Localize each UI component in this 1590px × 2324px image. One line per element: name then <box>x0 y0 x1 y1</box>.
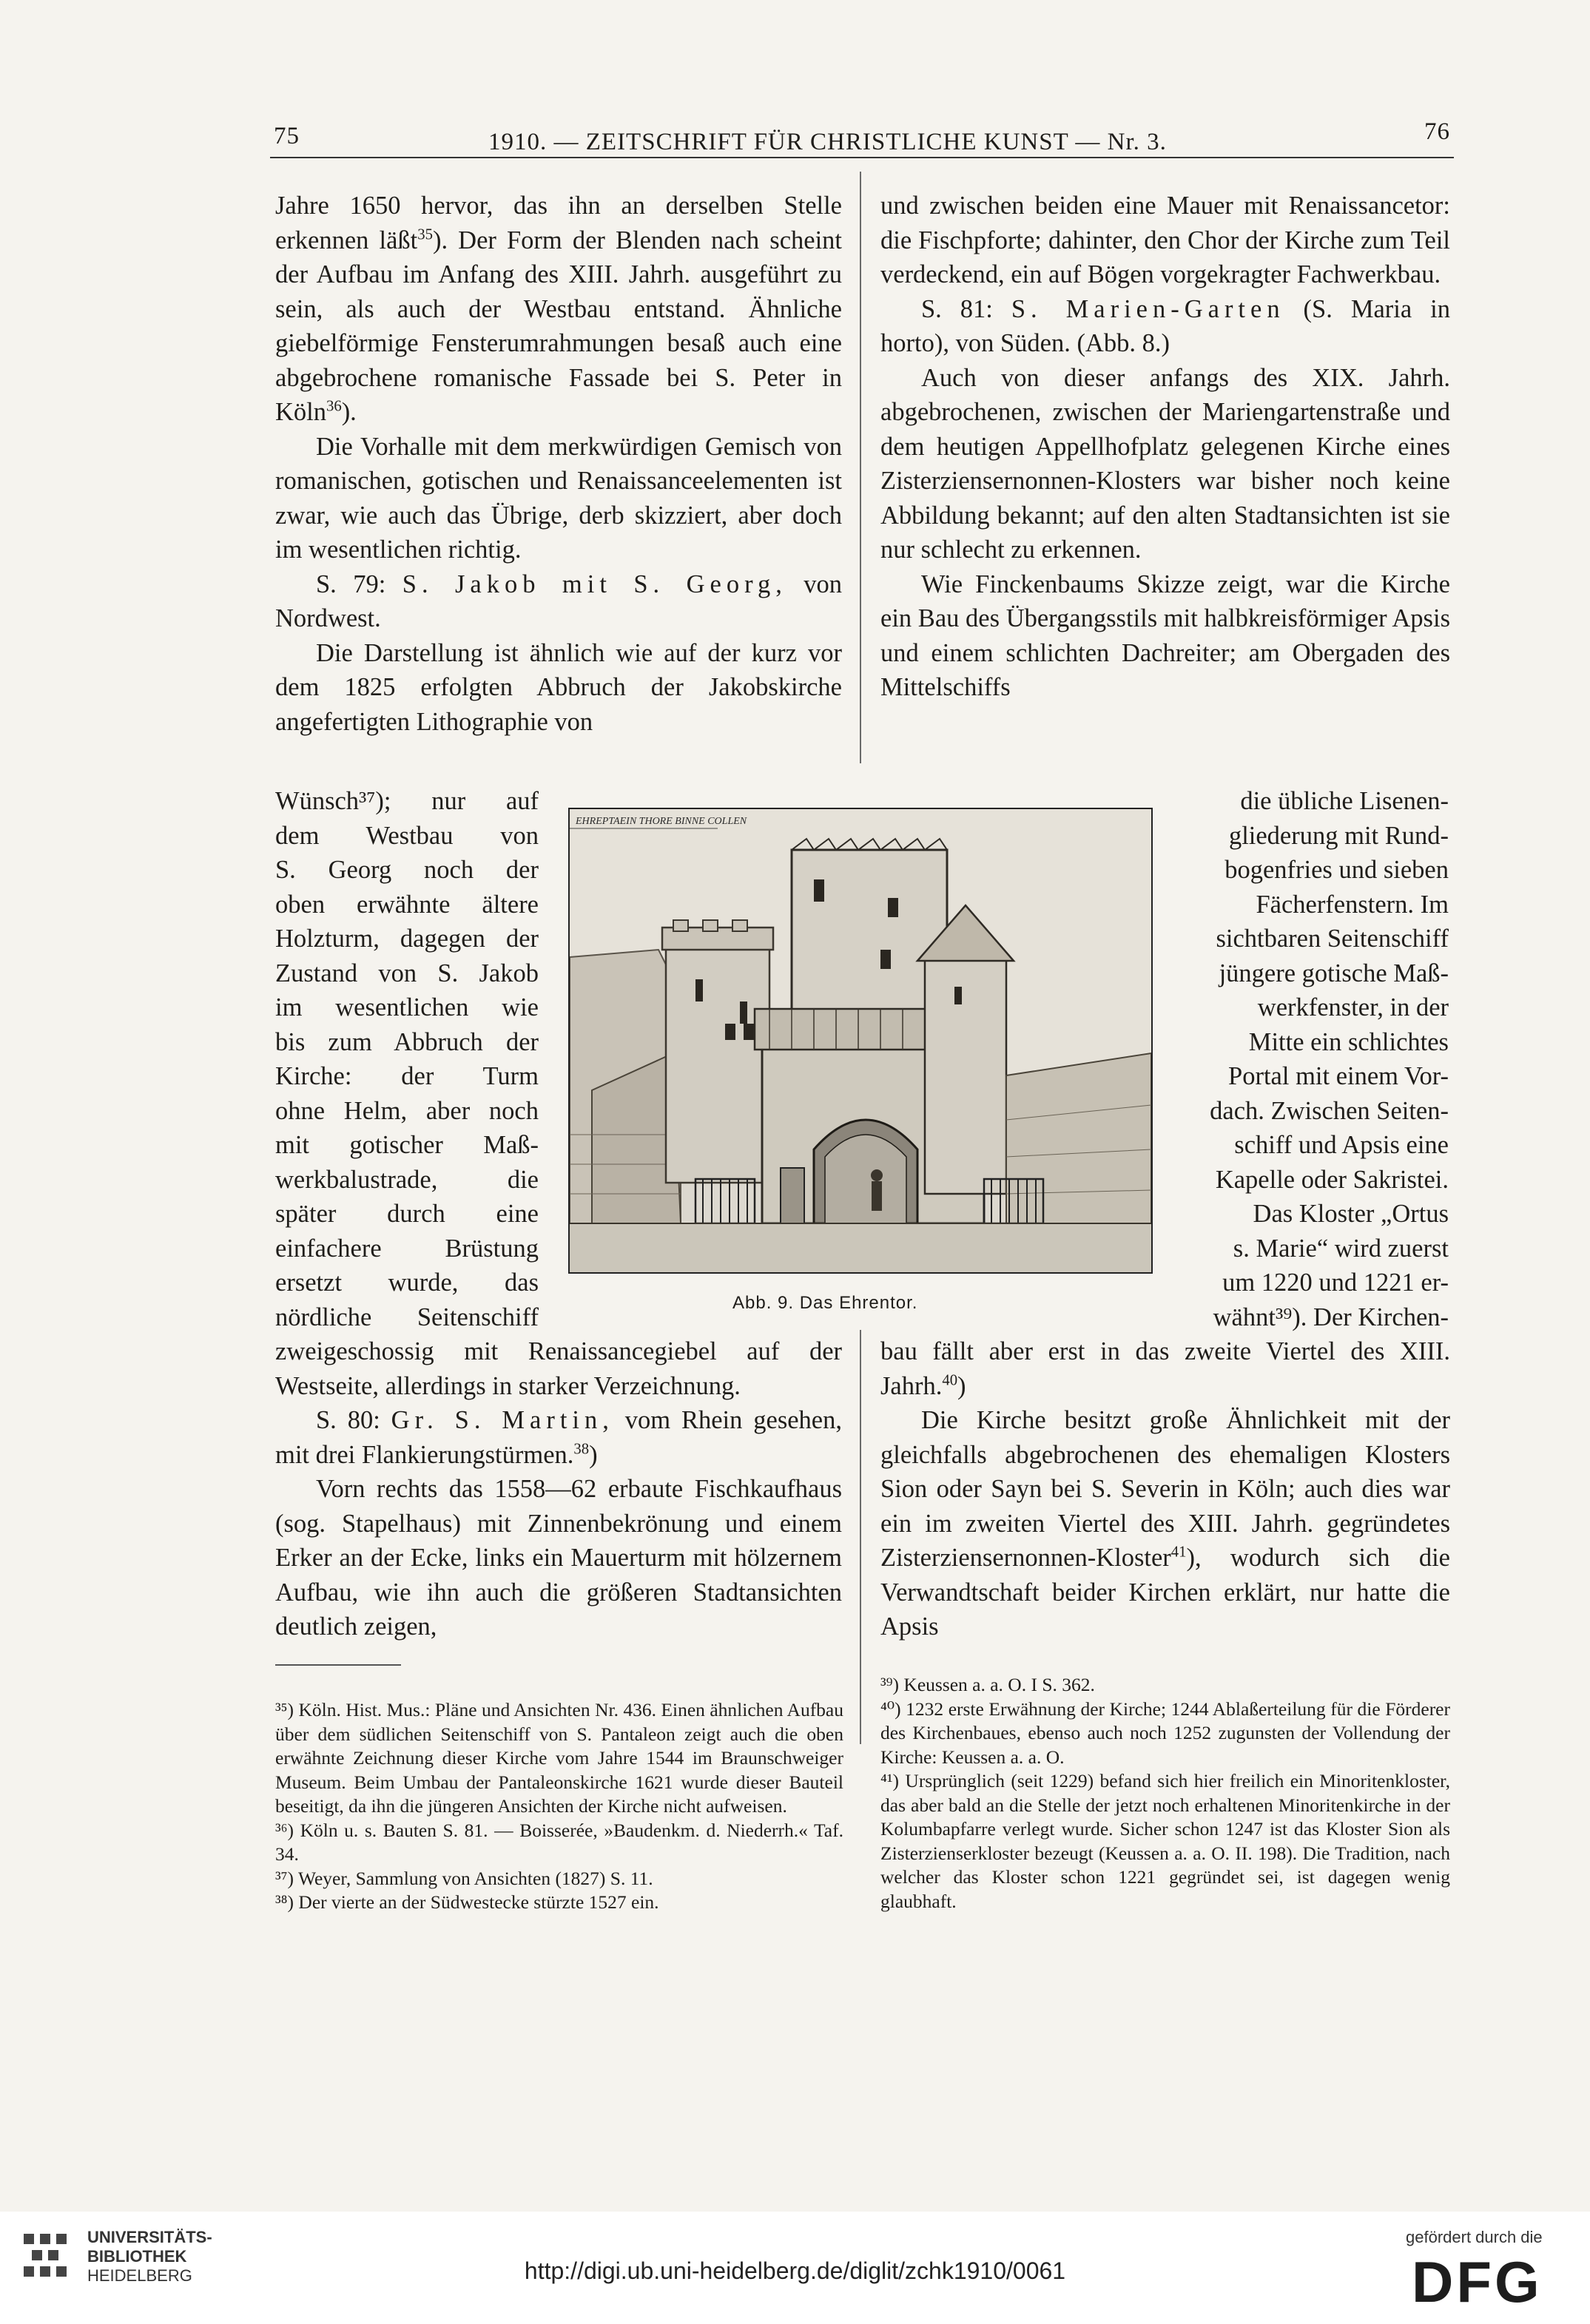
text-line: schiff und Apsis eine <box>1234 1131 1449 1159</box>
text-line: später durch eine <box>275 1200 539 1228</box>
ehrentor-drawing <box>570 809 1151 1272</box>
text: ), wodurch sich die Verwandtschaft beider Kirchen erklärt, nur hatte die Apsis <box>880 1544 1450 1641</box>
footnote-ref: 36 <box>326 398 342 415</box>
paragraph: Die Vorhalle mit dem merkwürdigen Gemisch von romanischen, gotischen und Renaissanceelementen ist zwar, wie auch das Übrige, derb skizziert, aber doch im wesentlichen richtig. <box>275 432 842 564</box>
text-line: Kapelle oder Sakristei. <box>1215 1165 1449 1194</box>
footnote: ³⁶) Köln u. s. Bauten S. 81. — Boisserée, »Baudenkm. d. Niederrh.« Taf. 34. <box>275 1819 843 1865</box>
text: vom Rhein gesehen, mit drei Flankierungstürmen. <box>275 1406 842 1469</box>
left-narrow-column <box>275 784 539 1334</box>
footnote: ³⁹) Keussen a. a. O. I S. 362. <box>880 1674 1095 1695</box>
text-line: werkbalustrade, die <box>275 1165 539 1194</box>
dfg-logo: DFG <box>1412 2249 1543 2314</box>
text: von Nordwest. <box>275 570 843 632</box>
text: S. 79: <box>316 570 402 598</box>
entry-heading: S. Jakob mit S. Georg, <box>402 570 787 598</box>
text-line: werkfenster, in der <box>1257 993 1449 1021</box>
text-line: Wünsch³⁷); nur auf <box>275 787 539 815</box>
text-line: Fächerfenstern. Im <box>1256 890 1449 919</box>
text: S. 81: <box>921 294 1011 323</box>
text-line: die übliche Lisenen- <box>1240 787 1449 815</box>
text-line: Das Kloster „Ortus <box>1253 1200 1449 1228</box>
paragraph <box>880 1403 1450 1644</box>
footnote: ³⁵) Köln. Hist. Mus.: Pläne und Ansichten Nr. 436. Einen ähnlichen Aufbau über dem südlichen Seitenschiff von S. Pantaleon zeigt auch die oben erwähnte Zeichnung dieser Kirche vom Jahre 1544 im Braunschweiger Museum. Beim Umbau der Pantaleonskirche 1621 wurde dieser Bauteil beseitigt, da ihn die jüngeren Ansichten der Kirche nicht aufweisen. <box>275 1699 843 1817</box>
footnote: ³⁸) Der vierte an der Südwestecke stürzte 1527 ein. <box>275 1891 659 1913</box>
figure-ehrentor <box>568 808 1153 1274</box>
paragraph: Wie Finckenbaums Skizze zeigt, war die Kirche ein Bau des Übergangsstils mit halbkreisförmiger Apsis und einem schlichten Dachreiter; am Obergaden des Mittelschiffs <box>880 570 1450 701</box>
paragraph: und zwischen beiden eine Mauer mit Renaissancetor: die Fischpforte; dahinter, den Chor der Kirche zum Teil verdeckend, ein auf Bögen vorgekragter Fachwerkbau. <box>880 192 1450 288</box>
footnote-ref: 41 <box>1170 1544 1187 1561</box>
footnote: ⁴⁰) 1232 erste Erwähnung der Kirche; 1244 Ablaßerteilung für die Förderer des Kirchenbaues, ebenso auch noch 1252 zugunsten der Vollendung der Kirche: Keussen a. a. O. <box>880 1698 1450 1768</box>
text-line: im wesentlichen wie <box>275 993 539 1021</box>
left-column-upper <box>275 189 842 739</box>
text: S. 80: <box>316 1406 391 1434</box>
footnote-ref: 35 <box>417 226 433 243</box>
text-line: oben erwähnte ältere <box>275 890 539 919</box>
footnote: ³⁷) Weyer, Sammlung von Ansichten (1827) S. 11. <box>275 1867 653 1889</box>
text-line: Kirche: der Turm <box>275 1062 539 1090</box>
text-line: einfachere Brüstung <box>275 1234 539 1263</box>
paragraph <box>275 189 842 430</box>
right-column-upper <box>880 189 1450 705</box>
figure-caption: Abb. 9. Das Ehrentor. <box>732 1293 918 1313</box>
text-line: jüngere gotische Maß- <box>1219 959 1449 987</box>
footnote-ref: 40 <box>942 1372 958 1388</box>
text-line: s. Marie“ wird zuerst <box>1233 1234 1449 1263</box>
text-line: bis zum Abbruch der <box>275 1027 539 1056</box>
funding-note: gefördert durch die <box>1406 2228 1543 2246</box>
text: ). <box>341 398 357 426</box>
text-line: Mitte ein schlichtes <box>1248 1027 1449 1056</box>
left-column-lower <box>275 1334 842 1644</box>
text-line: wähnt³⁹). Der Kirchen- <box>1213 1303 1449 1331</box>
entry-heading: S. Marien-Garten <box>1011 294 1285 323</box>
paragraph: Vorn rechts das 1558—62 erbaute Fischkaufhaus (sog. Stapelhaus) mit Zinnenbekrönung und einem Erker an der Ecke, links ein Mauerturm mit hölzernem Aufbau, wie ihn auch die größeren Stadtansichten deutlich zeigen, <box>275 1475 842 1641</box>
paragraph: Auch von dieser anfangs des XIX. Jahrh. abgebrochenen, zwischen der Mariengartenstraße und dem heutigen Appellhofplatz gelegenen Kirche eines Zisterziensernonnen-Klosters war bisher noch keine Abbildung bekannt; auf den alten Stadtansichten ist sie nur schlecht zu erkennen. <box>880 363 1450 564</box>
text: bau fällt aber erst in das zweite Viertel des XIII. Jahrh. <box>880 1337 1450 1400</box>
text-line: dem Westbau von <box>275 821 539 850</box>
text-line: mit gotischer Maß- <box>275 1131 539 1159</box>
library-line: BIBLIOTHEK <box>87 2247 187 2266</box>
text-line: Zustand von S. Jakob <box>275 959 539 987</box>
header-rule <box>270 157 1454 158</box>
journal-title: 1910. — ZEITSCHRIFT FÜR CHRISTLICHE KUNST — Nr. 3. <box>488 129 1167 155</box>
paragraph <box>275 567 842 636</box>
footnote-ref: 38 <box>573 1441 590 1457</box>
footnote-rule <box>275 1664 401 1666</box>
permalink[interactable]: http://digi.ub.uni-heidelberg.de/diglit/zchk1910/0061 <box>524 2257 1066 2284</box>
text-line: bogenfries und sieben <box>1224 856 1449 884</box>
text-line: nördliche Seitenschiff <box>275 1303 539 1331</box>
text: ) <box>957 1371 966 1400</box>
text-line: dach. Zwischen Seiten- <box>1210 1096 1449 1125</box>
running-header <box>274 118 1450 163</box>
paragraph <box>880 292 1450 361</box>
text-line: sichtbaren Seitenschiff <box>1216 925 1449 953</box>
text-line: ohne Helm, aber noch <box>275 1096 539 1125</box>
text: (S. Maria in horto), von Süden. (Abb. 8.) <box>880 294 1450 357</box>
text-line: Holzturm, dagegen der <box>275 925 539 953</box>
text: ) <box>589 1440 598 1469</box>
text-line: ersetzt wurde, das <box>275 1269 539 1297</box>
column-divider-lower <box>860 1330 861 1744</box>
right-narrow-column <box>1176 784 1449 1334</box>
footnotes-right <box>880 1673 1450 1913</box>
paragraph <box>880 1334 1450 1403</box>
paragraph <box>275 1403 842 1472</box>
text-line: gliederung mit Rund- <box>1228 821 1449 850</box>
right-column-lower <box>880 1334 1450 1644</box>
text: Die Kirche besitzt große Ähnlichkeit mit der gleichfalls abgebrochenen des ehemaligen Klosters Sion oder Sayn bei S. Severin in Köln; auch dies war ein im zweiten Viertel des XIII. Jahrh. gegründetes Zisterziensernonnen-Kloster <box>880 1406 1450 1572</box>
paragraph: zweigeschossig mit Renaissancegiebel auf der Westseite, allerdings in starker Verzeichnung. <box>275 1337 842 1400</box>
text: ). Der Form der Blenden nach scheint der Aufbau im Anfang des XIII. Jahrh. ausgeführt zu sein, als auch der Westbau entstand. Ähnliche giebelförmige Fensterumrahmungen besaß auch eine abgebrochene romanische Fassade bei S. Peter in Köln <box>275 226 842 426</box>
library-line: UNIVERSITÄTS- <box>87 2228 212 2246</box>
figure-inscription: EHREPTAEIN THORE BINNE COLLEN <box>576 816 747 827</box>
footnote: ⁴¹) Ursprünglich (seit 1229) befand sich hier freilich ein Minoritenkloster, das aber bald an die Stelle der jetzt noch erhaltenen Minoritenkirche in der Kolumbapfarre verlegt wurde. Sicher schon 1247 ist das Kloster Sion als Zisterzienserkloster bezeugt (Keussen a. a. O. II. 198). Die Tradition, nach welcher das Kloster schon 1221 gegründet sei, ist dagegen wenig glaubhaft. <box>880 1770 1450 1912</box>
text-line: um 1220 und 1221 er- <box>1222 1269 1449 1297</box>
entry-heading: Gr. S. Martin, <box>391 1406 614 1434</box>
page-number-right: 76 <box>1424 118 1450 145</box>
paragraph: Die Darstellung ist ähnlich wie auf der kurz vor dem 1825 erfolgten Abbruch der Jakobskirche angefertigten Lithographie von <box>275 638 842 736</box>
footnotes-left <box>275 1698 843 1915</box>
text: Jahre 1650 hervor, das ihn an derselben Stelle erkennen läßt <box>275 192 842 254</box>
page-number-left: 75 <box>274 123 300 149</box>
column-divider <box>860 172 861 763</box>
text-line: Portal mit einem Vor- <box>1228 1062 1449 1090</box>
text-line: S. Georg noch der <box>275 856 539 884</box>
library-line: HEIDELBERG <box>87 2266 192 2285</box>
